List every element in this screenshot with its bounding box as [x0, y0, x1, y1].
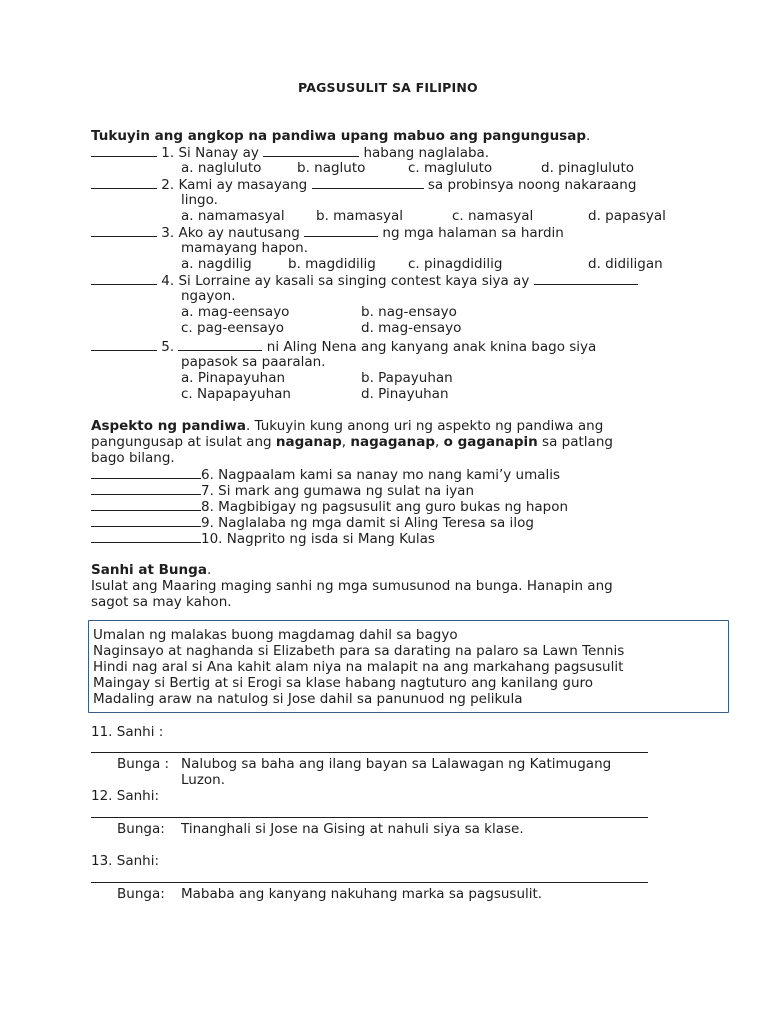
sanhi-12-label: 12. Sanhi: — [91, 788, 160, 804]
section2-heading: Aspekto ng pandiwa. Tukuyin kung anong uri ng aspekto ng pandiwa ang — [91, 418, 604, 434]
answer-blank-4[interactable] — [91, 272, 157, 285]
choice-3a: a. nagdilig — [181, 256, 252, 272]
fill-blank-1[interactable] — [263, 144, 359, 157]
sanhi-12-answer-line[interactable] — [91, 817, 648, 818]
answer-blank-1[interactable] — [91, 144, 157, 157]
box-choice-4: Maingay si Bertig at si Erogi sa klase habang nagtuturo ang kanilang guro — [93, 675, 594, 691]
aspect-item-10: 10. Nagprito ng isda si Mang Kulas — [91, 530, 435, 547]
sanhi-11-label: 11. Sanhi : — [91, 724, 164, 740]
choice-3d: d. didiligan — [588, 256, 663, 272]
answer-blank-10[interactable] — [91, 530, 201, 543]
bunga-12-label: Bunga: — [117, 821, 165, 837]
sanhi-11-answer-line[interactable] — [91, 752, 648, 753]
box-choice-5: Madaling araw na natulog si Jose dahil sa panunuod ng pelikula — [93, 691, 523, 707]
fill-blank-2[interactable] — [312, 176, 424, 189]
choice-5b: b. Papayuhan — [361, 370, 453, 386]
choice-2d: d. papasyal — [588, 208, 666, 224]
section2-instruction: pangungusap at isulat ang naganap, nagaganap, o gaganapin sa patlang — [91, 434, 613, 450]
box-choice-2: Naginsayo at naghanda si Elizabeth para sa darating na palaro sa Lawn Tennis — [93, 643, 625, 659]
section3-instruction-cont: sagot sa may kahon. — [91, 594, 232, 610]
fill-blank-4[interactable] — [534, 272, 638, 285]
choice-1d: d. pinagluluto — [541, 160, 635, 176]
choice-1b: b. nagluto — [297, 160, 366, 176]
choice-3c: c. pinagdidilig — [408, 256, 503, 272]
choice-2b: b. mamasyal — [316, 208, 404, 224]
choice-2c: c. namasyal — [452, 208, 534, 224]
sanhi-13-label: 13. Sanhi: — [91, 853, 160, 869]
choice-4a: a. mag-eensayo — [181, 304, 290, 320]
question-3-cont: mamayang hapon. — [181, 240, 309, 256]
aspect-item-9: 9. Naglalaba ng mga damit si Aling Teresa sa ilog — [91, 514, 534, 531]
aspect-item-7: 7. Si mark ang gumawa ng sulat na iyan — [91, 482, 474, 499]
choice-1a: a. nagluluto — [181, 160, 262, 176]
fill-blank-3[interactable] — [304, 224, 378, 237]
box-choice-3: Hindi nag aral si Ana kahit alam niya na malapit na ang markahang pagsusulit — [93, 659, 624, 675]
section3-heading: Sanhi at Bunga. — [91, 562, 212, 578]
aspect-item-6: 6. Nagpaalam kami sa nanay mo nang kami’y umalis — [91, 466, 560, 483]
choice-5a: a. Pinapayuhan — [181, 370, 286, 386]
choice-2a: a. namamasyal — [181, 208, 285, 224]
question-5: 5. ni Aling Nena ang kanyang anak knina bago siya — [91, 338, 596, 355]
question-5-cont: papasok sa paaralan. — [181, 354, 326, 370]
answer-blank-7[interactable] — [91, 482, 201, 495]
answer-blank-6[interactable] — [91, 466, 201, 479]
sanhi-13-answer-line[interactable] — [91, 882, 648, 883]
answer-blank-2[interactable] — [91, 176, 157, 189]
choice-4d: d. mag-ensayo — [361, 320, 462, 336]
bunga-11-text: Nalubog sa baha ang ilang bayan sa Lalawagan ng Katimugang — [181, 756, 612, 772]
answer-blank-9[interactable] — [91, 514, 201, 527]
choice-1c: c. magluluto — [408, 160, 493, 176]
question-2: 2. Kami ay masayang sa probinsya noong nakaraang — [91, 176, 636, 193]
section3-instruction: Isulat ang Maaring maging sanhi ng mga sumusunod na bunga. Hanapin ang — [91, 578, 613, 594]
answer-blank-8[interactable] — [91, 498, 201, 511]
section1-heading: Tukuyin ang angkop na pandiwa upang mabuo ang pangungusap. — [91, 128, 591, 144]
bunga-11-label: Bunga : — [117, 756, 170, 772]
choice-5d: d. Pinayuhan — [361, 386, 449, 402]
bunga-13-text: Mababa ang kanyang nakuhang marka sa pagsusulit. — [181, 886, 543, 902]
choice-4c: c. pag-eensayo — [181, 320, 285, 336]
choice-3b: b. magdidilig — [288, 256, 376, 272]
answer-blank-5[interactable] — [91, 338, 157, 351]
bunga-11-text-cont: Luzon. — [181, 772, 226, 788]
question-1: 1. Si Nanay ay habang naglalaba. — [91, 144, 489, 161]
question-3: 3. Ako ay nautusang ng mga halaman sa hardin — [91, 224, 564, 241]
bunga-12-text: Tinanghali si Jose na Gising at nahuli siya sa klase. — [181, 821, 524, 837]
choice-5c: c. Napapayuhan — [181, 386, 291, 402]
question-4: 4. Si Lorraine ay kasali sa singing contest kaya siya ay — [91, 272, 638, 289]
question-4-cont: ngayon. — [181, 288, 236, 304]
section2-instruction-cont: bago bilang. — [91, 450, 175, 466]
page-title: PAGSUSULIT SA FILIPINO — [298, 80, 478, 95]
choice-4b: b. nag-ensayo — [361, 304, 457, 320]
answer-blank-3[interactable] — [91, 224, 157, 237]
bunga-13-label: Bunga: — [117, 886, 165, 902]
fill-blank-5[interactable] — [178, 338, 262, 351]
answer-choices-box — [88, 620, 729, 713]
aspect-item-8: 8. Magbibigay ng pagsusulit ang guro bukas ng hapon — [91, 498, 568, 515]
box-choice-1: Umalan ng malakas buong magdamag dahil sa bagyo — [93, 627, 458, 643]
question-2-cont: lingo. — [181, 192, 218, 208]
